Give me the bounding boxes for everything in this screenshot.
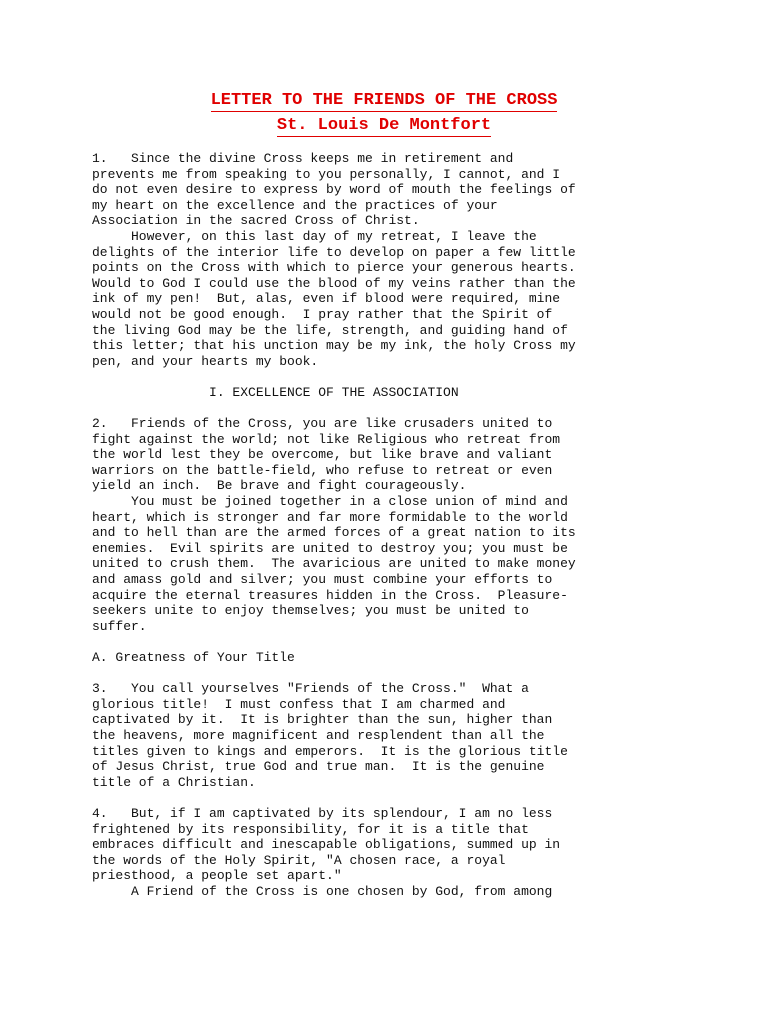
text-line: points on the Cross with which to pierce your generous hearts. (92, 260, 576, 276)
text-line: enemies. Evil spirits are united to destroy you; you must be (92, 540, 568, 556)
blank-line (92, 369, 632, 385)
document-subtitle-text: St. Louis De Montfort (276, 116, 492, 135)
text-line: the words of the Holy Spirit, "A chosen race, a royal (92, 852, 506, 868)
text-line: I. EXCELLENCE OF THE ASSOCIATION (92, 384, 459, 400)
text-line: priesthood, a people set apart." (92, 868, 342, 884)
blank-line (92, 634, 632, 650)
text-line: seekers unite to enjoy themselves; you must be united to (92, 603, 529, 619)
text-line: glorious title! I must confess that I am charmed and (92, 696, 506, 712)
text-line: 1. Since the divine Cross keeps me in retirement and (92, 151, 514, 166)
text-line: my heart on the excellence and the practices of your (92, 197, 498, 213)
blank-line (92, 666, 632, 682)
text-line: embraces difficult and inescapable obligations, summed up in (92, 837, 561, 853)
document-subtitle (0, 116, 768, 136)
text-line: the heavens, more magnificent and resplendent than all the (92, 727, 545, 743)
text-line: acquire the eternal treasures hidden in the Cross. Pleasure- (92, 587, 568, 603)
blank-line (92, 790, 632, 806)
document-title (0, 91, 768, 111)
text-line: and to hell than are the armed forces of a great nation to its (92, 525, 576, 541)
text-line: pen, and your hearts my book. (92, 353, 319, 369)
text-line: heart, which is stronger and far more formidable to the world (92, 509, 568, 525)
text-line: frightened by its responsibility, for it is a title that (92, 821, 529, 837)
text-line: However, on this last day of my retreat, I leave the (92, 228, 537, 244)
text-line: the world lest they be overcome, but like brave and valiant (92, 447, 553, 463)
text-line: 4. But, if I am captivated by its splendour, I am no less (92, 805, 553, 821)
text-line: yield an inch. Be brave and fight courageously. (92, 478, 467, 494)
text-line: suffer. (92, 618, 147, 634)
text-line: would not be good enough. I pray rather that the Spirit of (92, 306, 553, 322)
text-line: 2. Friends of the Cross, you are like crusaders united to (92, 416, 553, 432)
text-line: of Jesus Christ, true God and true man. It is the genuine (92, 759, 545, 775)
text-line: Would to God I could use the blood of my veins rather than the (92, 275, 576, 291)
text-line: ink of my pen! But, alas, even if blood were required, mine (92, 291, 561, 307)
text-line: prevents me from speaking to you personally, I cannot, and I (92, 166, 561, 182)
document-title-text: LETTER TO THE FRIENDS OF THE CROSS (210, 91, 558, 110)
text-line: delights of the interior life to develop on paper a few little (92, 244, 576, 260)
text-line: 3. You call yourselves "Friends of the Cross." What a (92, 681, 529, 697)
text-line: this letter; that his unction may be my ink, the holy Cross my (92, 338, 576, 354)
text-line: A Friend of the Cross is one chosen by God, from among (92, 883, 553, 899)
letter-body (92, 151, 632, 900)
text-line: Association in the sacred Cross of Christ. (92, 213, 420, 229)
text-line: warriors on the battle-field, who refuse to retreat or even (92, 462, 553, 478)
text-line: title of a Christian. (92, 774, 256, 790)
text-line: united to crush them. The avaricious are united to make money (92, 556, 576, 572)
text-line: and amass gold and silver; you must combine your efforts to (92, 572, 553, 588)
text-line: titles given to kings and emperors. It is the glorious title (92, 743, 568, 759)
blank-line (92, 401, 632, 417)
text-line: fight against the world; not like Religious who retreat from (92, 431, 561, 447)
text-line: captivated by it. It is brighter than the sun, higher than (92, 712, 553, 728)
text-line: do not even desire to express by word of mouth the feelings of (92, 182, 576, 198)
text-line: A. Greatness of Your Title (92, 650, 295, 665)
text-line: You must be joined together in a close union of mind and (92, 494, 568, 510)
text-line: the living God may be the life, strength, and guiding hand of (92, 322, 568, 338)
